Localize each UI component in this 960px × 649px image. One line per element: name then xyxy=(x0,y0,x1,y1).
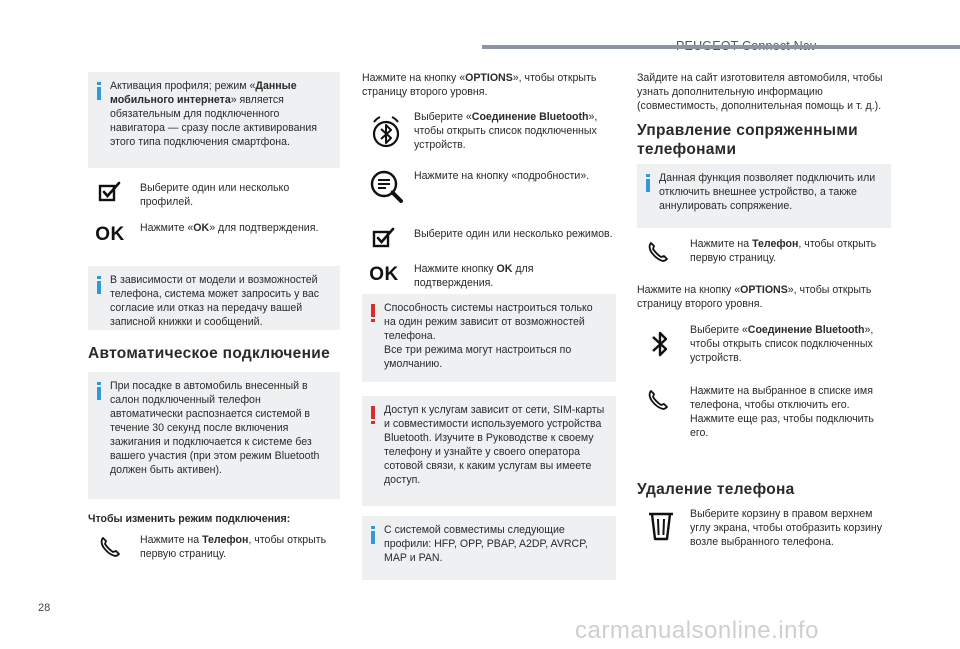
warning-text: Способность системы настроиться только на один режим зависит от возможностей телефона. Все три режима могут настроиться по умолчанию. xyxy=(384,302,593,370)
info-text: » является обязательным для подключенного навигатора — сразу после активирования этого типа подключения смартфона. xyxy=(110,93,317,148)
info-box-profiles xyxy=(362,516,616,580)
info-box-consent xyxy=(88,266,340,330)
watermark: carmanualsonline.info xyxy=(575,617,819,644)
info-text: При посадке в автомобиль внесенный в салон подключенный телефон автоматически распознается системой в течение 30 секунд после включения зажигания и подключается к системе без вашего участия (при этом режим Bluetooth должен быть активен). xyxy=(110,380,320,476)
checkbox-icon xyxy=(370,224,398,252)
info-text: Данная функция позволяет подключить или отключить внешнее устройство, а также аннулировать сопряжение. xyxy=(659,172,876,212)
warning-text: Доступ к услугам зависит от сети, SIM-карты и совместимости используемого устройства Bluetooth. Изучите в Руководстве к своему телефону и узнайте у своего оператора сотовой связи, к каким услугам вы имеете доступ. xyxy=(384,404,605,486)
step-select-phone-name: Нажмите на выбранное в списке имя телефона, чтобы отключить его. Нажмите еще раз, чтобы подключить его. xyxy=(690,385,874,439)
step-bluetooth: Выберите «Соединение Bluetooth», чтобы открыть список подключенных устройств. xyxy=(690,324,874,364)
ok-icon: OK xyxy=(369,264,399,286)
section-heading-delete-phone: Удаление телефона xyxy=(637,481,795,498)
info-box-manage xyxy=(637,164,891,228)
page-number: 28 xyxy=(38,602,51,614)
change-mode-heading: Чтобы изменить режим подключения: xyxy=(88,513,291,525)
info-box-auto-connection xyxy=(88,372,340,499)
phone-handset-icon xyxy=(644,238,672,266)
info-text: С системой совместимы следующие профили: HFP, OPP, PBAP, A2DP, AVRCP, MAP и PAN. xyxy=(384,524,588,564)
section-heading-manage-phones: Управление сопряженными телефонами xyxy=(637,122,858,158)
info-text: В зависимости от модели и возможностей телефона, система может запросить у вас согласие или отказ на передачу вашей записной книжки и сообщений. xyxy=(110,274,320,328)
checkbox-icon xyxy=(96,178,124,206)
step-select-profiles: Выберите один или несколько профилей. xyxy=(140,182,290,208)
warning-box-services xyxy=(362,396,616,506)
options-paragraph: Нажмите на кнопку «OPTIONS», чтобы открыть страницу второго уровня. xyxy=(637,284,872,310)
info-box-profile-activation xyxy=(88,72,340,168)
step-bluetooth: Выберите «Соединение Bluetooth», чтобы открыть список подключенных устройств. xyxy=(414,111,598,151)
section-heading-auto-connection: Автоматическое подключение xyxy=(88,345,330,362)
bluetooth-circle-icon xyxy=(364,110,408,154)
step-trash: Выберите корзину в правом верхнем углу экрана, чтобы отобразить корзину возле выбранного телефона. xyxy=(690,508,883,548)
step-select-modes: Выберите один или несколько режимов. xyxy=(414,228,613,240)
step-phone: Нажмите на Телефон, чтобы открыть первую страницу. xyxy=(140,534,327,560)
info-text: Активация профиля; режим « xyxy=(110,80,256,92)
ok-icon: OK xyxy=(95,224,125,246)
step-phone: Нажмите на Телефон, чтобы открыть первую страницу. xyxy=(690,238,877,264)
step-ok: Нажмите «OK» для подтверждения. xyxy=(140,222,319,234)
details-magnifier-icon xyxy=(364,164,408,208)
intro-paragraph: Зайдите на сайт изготовителя автомобиля, чтобы узнать дополнительную информацию (совместимость, дополнительная помощь и т. д.). xyxy=(637,72,883,112)
bluetooth-icon xyxy=(646,326,674,362)
step-details: Нажмите на кнопку «подробности». xyxy=(414,170,590,182)
header-bar xyxy=(482,45,960,49)
warning-box-modes xyxy=(362,294,616,382)
info-text-bold: Данные мобильного интернета xyxy=(110,80,297,106)
phone-handset-icon xyxy=(644,386,672,414)
trash-icon xyxy=(644,508,678,544)
options-paragraph: Нажмите на кнопку «OPTIONS», чтобы открыть страницу второго уровня. xyxy=(362,72,597,98)
phone-handset-icon xyxy=(96,533,124,561)
step-ok: Нажмите кнопку OK для подтверждения. xyxy=(414,263,534,289)
